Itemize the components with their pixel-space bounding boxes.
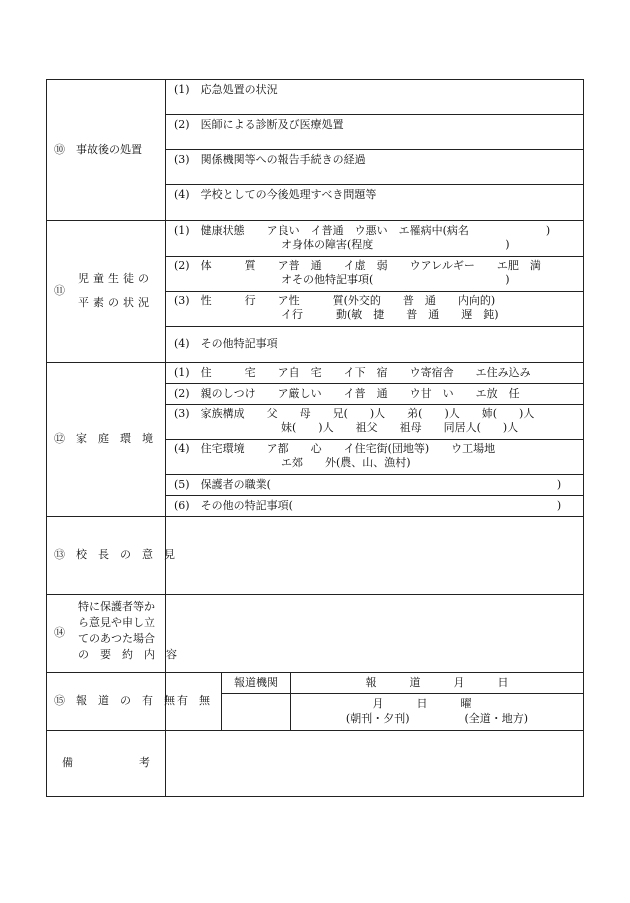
s10-item-3: (3) 関係機関等への報告手続きの経過 bbox=[174, 153, 366, 166]
s10-item-4: (4) 学校としての今後処理すべき問題等 bbox=[174, 188, 377, 201]
s15-date-header: 報 道 月 日 bbox=[365, 676, 509, 689]
s14-label-line2: ら意見や申し立 bbox=[78, 616, 155, 629]
s12-row-line bbox=[165, 474, 584, 475]
s15-label: ⑮ 報 道 の 有 無 bbox=[54, 694, 175, 707]
s11-row-line bbox=[165, 291, 584, 292]
s12-discipline: (2) 親のしつけ ア厳しい イ普 通 ウ甘 い エ放 任 bbox=[174, 387, 520, 400]
s12-family-line1: (3) 家族構成 父 母 兄( )人 弟( )人 姉( )人 bbox=[174, 407, 535, 420]
divider-10-11 bbox=[46, 220, 584, 221]
divider-12-13 bbox=[46, 516, 584, 517]
s12-row-line bbox=[165, 495, 584, 496]
s14-label-line3: てのあつた場合 bbox=[78, 632, 155, 645]
s11-label-line1: 児童生徒の bbox=[78, 272, 153, 285]
s10-row-line bbox=[165, 149, 584, 150]
s11-behavior-line1: (3) 性 行 ア性 質(外交的 普 通 内向的) bbox=[174, 294, 496, 307]
s11-label-line2: 平素の状況 bbox=[78, 296, 153, 309]
s11-other: (4) その他特記事項 bbox=[174, 337, 278, 350]
divider-14-15 bbox=[46, 672, 584, 673]
table-right-border bbox=[583, 79, 584, 797]
table-top-border bbox=[46, 79, 584, 80]
s14-number: ⑭ bbox=[54, 626, 65, 639]
s12-special-notes: (6) その他の特記事項( ) bbox=[174, 499, 562, 512]
s12-row-line bbox=[165, 439, 584, 440]
s11-physique-line1: (2) 体 質 ア普 通 イ虚 弱 ウアレルギー エ肥 満 bbox=[174, 259, 541, 272]
s11-row-line bbox=[165, 256, 584, 257]
s15-agency-header: 報道機関 bbox=[234, 676, 278, 689]
s14-label-line4: の 要 約 内 容 bbox=[78, 648, 177, 661]
s10-row-line bbox=[165, 114, 584, 115]
s15-edition: (朝刊・夕刊) (全道・地方) bbox=[345, 712, 529, 725]
s10-item-2: (2) 医師による診断及び医療処置 bbox=[174, 118, 344, 131]
s12-residence: (1) 住 宅 ア自 宅 イ下 宿 ウ寄宿舎 エ住み込み bbox=[174, 366, 531, 379]
s10-item-1: (1) 応急処置の状況 bbox=[174, 83, 278, 96]
s12-guardian-occupation: (5) 保護者の職業( ) bbox=[174, 478, 562, 491]
label-column-divider bbox=[165, 79, 166, 797]
table-bottom-border bbox=[46, 796, 584, 797]
table-left-border bbox=[46, 79, 47, 797]
divider-11-12 bbox=[46, 362, 584, 363]
s13-label: ⑬ 校 長 の 意 見 bbox=[54, 548, 175, 561]
s11-number: ⑪ bbox=[54, 284, 65, 297]
s11-health-line2: オ身体の障害(程度 ) bbox=[281, 238, 510, 251]
s11-physique-line2: オその他特記事項( ) bbox=[281, 273, 510, 286]
s14-label-line1: 特に保護者等か bbox=[78, 600, 155, 613]
s11-behavior-line2: イ行 動(敏 捷 普 通 遅 鈍) bbox=[281, 308, 499, 321]
s10-row-line bbox=[165, 184, 584, 185]
s12-row-line bbox=[165, 383, 584, 384]
s15-header-line bbox=[221, 693, 584, 694]
s11-row-line bbox=[165, 326, 584, 327]
s12-family-line2: 妹( )人 祖父 祖母 同居人( )人 bbox=[281, 421, 519, 434]
s12-environment-line1: (4) 住宅環境 ア都 心 イ住宅街(団地等) ウ工場地 bbox=[174, 442, 496, 455]
s12-label: ⑫ 家 庭 環 境 bbox=[54, 432, 153, 445]
s15-yes-no: 有 無 bbox=[177, 694, 210, 707]
s12-environment-line2: エ郊 外(農、山、漁村) bbox=[281, 456, 411, 469]
s12-row-line bbox=[165, 404, 584, 405]
s15-date-line: 月 日 曜 bbox=[372, 697, 472, 710]
s10-label: ⑩ 事故後の処置 bbox=[54, 143, 142, 156]
divider-13-14 bbox=[46, 594, 584, 595]
s11-health-line1: (1) 健康状態 ア良い イ普通 ウ悪い エ罹病中(病名 ) bbox=[174, 224, 551, 237]
divider-15-remarks bbox=[46, 730, 584, 731]
remarks-label: 備 考 bbox=[62, 756, 150, 769]
